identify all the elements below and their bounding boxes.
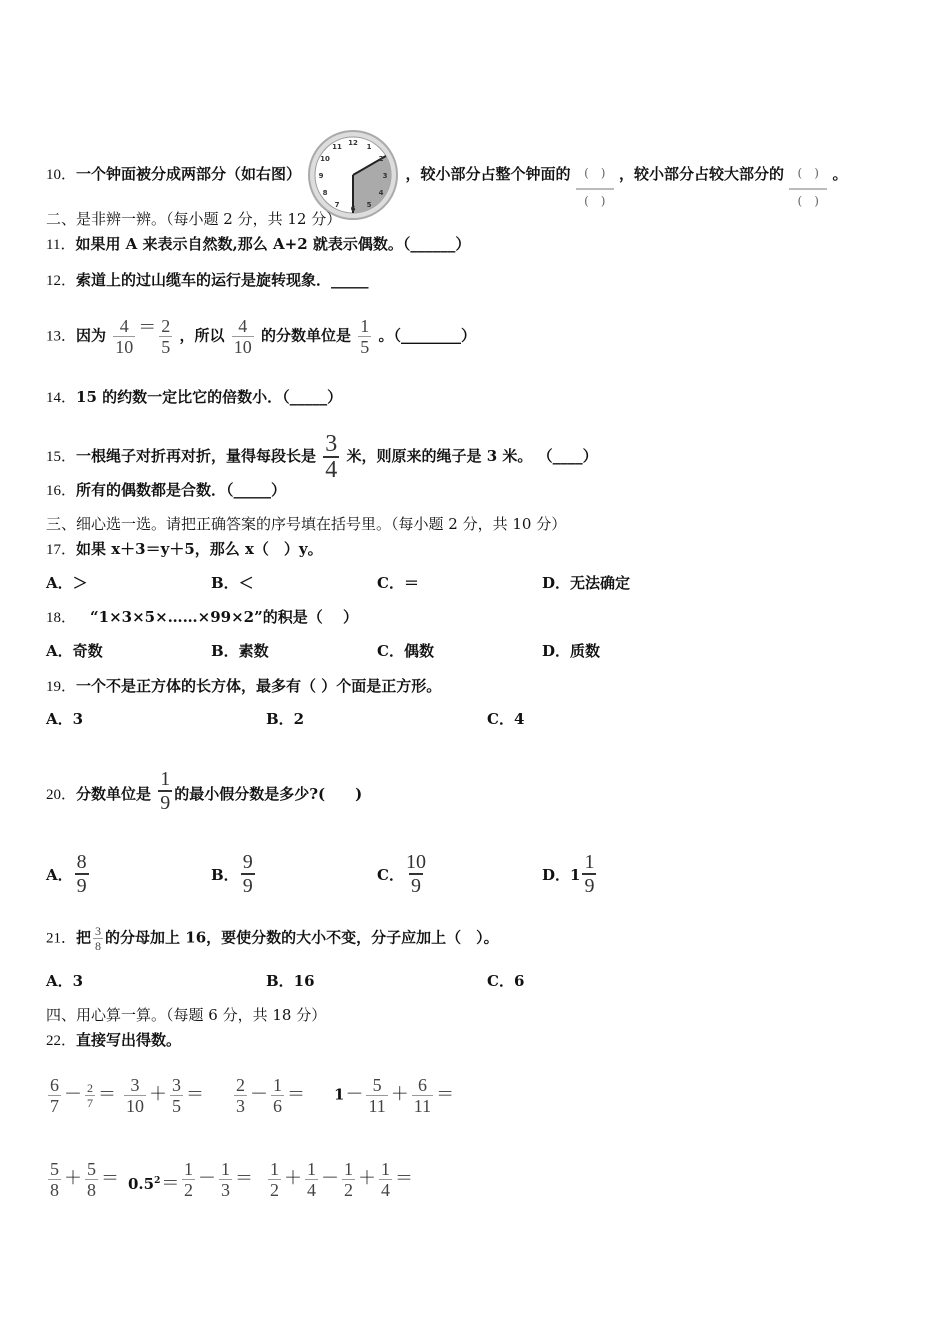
question-14: [46, 386, 342, 408]
text: 8: [87, 1180, 96, 1200]
math-operator: ＋: [390, 1083, 409, 1105]
question-19: [46, 675, 441, 697]
text: 4: [119, 316, 129, 336]
text: 的最小假分数是多少?( ): [174, 785, 363, 803]
question-15: [46, 431, 598, 483]
text: 3: [95, 924, 102, 938]
answer-blank-fraction[interactable]: [576, 162, 614, 212]
text: ( ): [797, 166, 819, 180]
text: 11．: [46, 237, 76, 253]
section-3-title: 三、细心选一选。请把正确答案的序号填在括号里。（每小题 2 分，共 10 分）: [46, 515, 567, 533]
text: ( ): [584, 166, 606, 180]
question-17-options: [46, 572, 896, 594]
question-17: [46, 538, 323, 560]
text: 5: [360, 337, 370, 357]
option-d[interactable]: D．无法确定: [542, 574, 631, 592]
question-19-options: [46, 708, 896, 730]
text: 5: [50, 1159, 59, 1179]
text: ( ): [789, 188, 827, 212]
question-18: [46, 606, 358, 628]
text: 8: [322, 189, 328, 197]
fraction: [232, 316, 254, 357]
text: 6: [273, 1096, 282, 1116]
fraction: [366, 1075, 387, 1116]
fraction: [582, 851, 596, 897]
question-16: [46, 479, 286, 501]
text: 5: [372, 1075, 382, 1095]
option-c[interactable]: C．6: [487, 972, 525, 990]
text: ，所以: [179, 326, 225, 345]
math-operator: ＝: [287, 1083, 305, 1105]
text: 5: [172, 1096, 181, 1116]
text: 一个不是正方体的长方体，最多有（ ）个面是正方形。: [76, 677, 442, 695]
text: 9: [242, 851, 253, 873]
text: 9: [242, 875, 253, 897]
text: 12．: [46, 273, 77, 289]
text: 9: [318, 172, 324, 180]
question-20: [46, 768, 363, 814]
fraction: [323, 432, 339, 482]
text: 19．: [46, 679, 77, 695]
math-operator: ＝: [235, 1167, 253, 1189]
fraction: [85, 1081, 95, 1110]
text: 8: [50, 1180, 59, 1200]
fraction: [170, 1075, 183, 1116]
math-operator: ＋: [64, 1167, 82, 1189]
text: 一个钟面被分成两部分（如右图）: [76, 165, 302, 183]
text: 4: [325, 457, 338, 483]
text: ，较小部分占较大部分的: [618, 165, 784, 183]
option-b[interactable]: [211, 851, 257, 897]
fraction: [305, 1159, 318, 1200]
option-b[interactable]: B．素数: [211, 642, 269, 660]
text: 的分母加上 16，要使分数的大小不变，分子应加上（ ）。: [105, 928, 499, 947]
option-d[interactable]: D．质数: [542, 642, 601, 660]
text: 4: [378, 189, 384, 197]
text: 10: [320, 155, 331, 163]
math-operator: ＝: [161, 1173, 180, 1194]
text: 6: [50, 1075, 59, 1095]
question-21-options: [46, 970, 896, 992]
fraction: [379, 1159, 392, 1200]
text: 9: [584, 875, 595, 897]
text: 2: [87, 1081, 93, 1095]
text: 9: [410, 875, 421, 897]
text: 3: [382, 172, 388, 180]
text: 4: [381, 1180, 390, 1200]
option-c[interactable]: C．＝: [377, 574, 419, 592]
fraction: [219, 1159, 232, 1200]
text: 分数单位是: [76, 785, 152, 803]
fraction: [342, 1159, 355, 1200]
fraction: [271, 1075, 284, 1116]
text: 12: [348, 139, 359, 147]
option-a[interactable]: A．3: [46, 972, 84, 990]
text: 2: [236, 1075, 245, 1095]
text: 因为: [76, 326, 107, 345]
math-operator: －: [345, 1083, 364, 1105]
text: 4: [238, 316, 248, 336]
text: 10．: [46, 167, 77, 183]
math-operator: －: [250, 1083, 268, 1105]
question-13: [46, 316, 476, 356]
text: 11: [332, 143, 343, 151]
text: B．: [211, 866, 239, 884]
text: 9: [76, 875, 87, 897]
text: 16．: [46, 483, 77, 499]
text: 把: [76, 928, 92, 947]
option-c[interactable]: C．偶数: [377, 642, 434, 660]
option-c[interactable]: C．4: [487, 710, 525, 728]
fraction: [268, 1159, 281, 1200]
question-21: [46, 924, 499, 953]
fraction: [182, 1159, 195, 1200]
text: 3: [236, 1096, 245, 1116]
text: 1: [584, 851, 595, 873]
text: 5: [87, 1159, 96, 1179]
fraction: [124, 1075, 146, 1116]
text: 5: [161, 337, 171, 357]
option-a[interactable]: [46, 851, 91, 897]
text: 17．: [46, 542, 77, 558]
text: 2: [154, 1176, 161, 1186]
fraction: [75, 851, 89, 897]
text: 1: [344, 1159, 353, 1179]
text: 6: [350, 205, 356, 213]
option-a[interactable]: A．＞: [46, 574, 88, 592]
text: 直接写出得数。: [76, 1031, 182, 1049]
calc-item: [128, 1170, 180, 1195]
text: 1: [334, 1085, 345, 1104]
section-2-title: 二、是非辨一辨。（每小题 2 分，共 12 分）: [46, 210, 342, 228]
text: 1: [360, 316, 370, 336]
fraction: [406, 851, 426, 897]
text: 索道上的过山缆车的运行是旋转现象．_____: [76, 271, 369, 289]
fraction: [93, 924, 103, 953]
math-operator: ＝: [138, 316, 157, 338]
text: 22．: [46, 1033, 77, 1049]
text: 2: [344, 1180, 353, 1200]
answer-blank-fraction[interactable]: [789, 162, 827, 212]
math-operator: ＋: [358, 1167, 376, 1189]
text: 3: [221, 1180, 230, 1200]
text: 0.5: [128, 1175, 155, 1193]
calc-item: [266, 1159, 414, 1200]
text: 10: [405, 851, 426, 873]
text: 11: [413, 1096, 432, 1116]
text: 的分数单位是: [260, 326, 351, 345]
math-operator: －: [198, 1167, 216, 1189]
text: 21．: [46, 930, 77, 947]
text: 3: [130, 1075, 140, 1095]
text: 6: [417, 1075, 427, 1095]
fraction: [358, 316, 371, 357]
section-4-title: 四、用心算一算。（每题 6 分，共 18 分）: [46, 1006, 327, 1024]
text: 10: [115, 337, 134, 357]
math-operator: ＋: [284, 1167, 302, 1189]
text: 1: [270, 1159, 279, 1179]
text: 所有的偶数都是合数．（_____）: [76, 481, 287, 499]
question-20-options: [46, 851, 896, 897]
fraction: [85, 1159, 98, 1200]
question-22: [46, 1029, 181, 1051]
text: 。（________）: [378, 326, 476, 345]
text: 2: [184, 1180, 193, 1200]
option-b[interactable]: B．2: [266, 710, 305, 728]
text: 10: [126, 1096, 144, 1116]
calc-item: [46, 1075, 117, 1116]
text: 3: [325, 431, 338, 457]
question-11: [46, 233, 470, 255]
math-operator: ＝: [101, 1167, 119, 1189]
text: 9: [160, 792, 171, 814]
text: 2: [270, 1180, 279, 1200]
text: 1: [381, 1159, 390, 1179]
math-operator: ＋: [149, 1083, 167, 1105]
option-b[interactable]: B．16: [266, 972, 315, 990]
fraction: [158, 768, 172, 814]
text: 1: [160, 768, 171, 790]
text: 20．: [46, 787, 77, 803]
calc-item: [122, 1075, 205, 1116]
text: 2: [378, 155, 384, 163]
text: C．: [377, 866, 404, 884]
text: ( ): [576, 188, 614, 212]
question-18-options: [46, 640, 896, 662]
text: 1: [366, 143, 372, 151]
text: “1×3×5×……×99×2”的积是（ ）: [90, 608, 358, 626]
text: 如果用 A 来表示自然数,那么 A+2 就表示偶数。（______）: [75, 235, 471, 253]
text: 3: [172, 1075, 181, 1095]
fraction: [412, 1075, 433, 1116]
calc-item: [180, 1159, 254, 1200]
fraction: [113, 316, 135, 357]
text: 11: [368, 1096, 386, 1116]
option-c[interactable]: [377, 851, 428, 897]
text: 。: [832, 165, 848, 183]
text: 7: [87, 1096, 93, 1110]
text: 8: [95, 939, 102, 953]
text: 米，则原来的绳子是 3 米。 （____）: [346, 447, 598, 465]
question-12: [46, 269, 369, 291]
text: 7: [334, 201, 340, 209]
calc-item: [232, 1075, 306, 1116]
text: 2: [161, 316, 171, 336]
fraction: [48, 1075, 61, 1116]
math-operator: －: [64, 1083, 82, 1105]
math-operator: －: [321, 1167, 339, 1189]
option-b[interactable]: B．＜: [211, 574, 254, 592]
text: 1: [307, 1159, 316, 1179]
text: 15．: [46, 449, 77, 465]
text: 18．: [46, 610, 77, 626]
text: D．1: [542, 866, 581, 884]
text: 15 的约数一定比它的倍数小．（_____）: [76, 388, 343, 406]
fraction: [241, 851, 255, 897]
math-operator: ＝: [186, 1083, 204, 1105]
option-d[interactable]: [542, 851, 598, 897]
text: 7: [50, 1096, 59, 1116]
text: 一根绳子对折再对折，量得每段长是: [76, 447, 317, 465]
text: 1: [221, 1159, 230, 1179]
text: 如果 x＋3＝y＋5，那么 x（ ）y。: [76, 540, 323, 558]
question-10: [46, 138, 848, 213]
fraction: [159, 316, 172, 357]
text: A．: [46, 866, 73, 884]
text: 1: [273, 1075, 282, 1095]
text: 5: [366, 201, 372, 209]
calc-item: [46, 1159, 120, 1200]
text: 14．: [46, 390, 77, 406]
text: 1: [184, 1159, 193, 1179]
option-a[interactable]: A．3: [46, 710, 84, 728]
fraction: [48, 1159, 61, 1200]
option-a[interactable]: A．奇数: [46, 642, 103, 660]
text: 13．: [46, 328, 77, 345]
calc-item: [334, 1075, 455, 1116]
math-operator: ＝: [98, 1083, 116, 1105]
math-operator: ＝: [436, 1083, 455, 1105]
text: 4: [307, 1180, 316, 1200]
fraction: [234, 1075, 247, 1116]
text: 10: [233, 337, 252, 357]
math-operator: ＝: [395, 1167, 413, 1189]
text: 8: [76, 851, 87, 873]
text: ，较小部分占整个钟面的: [405, 165, 571, 183]
